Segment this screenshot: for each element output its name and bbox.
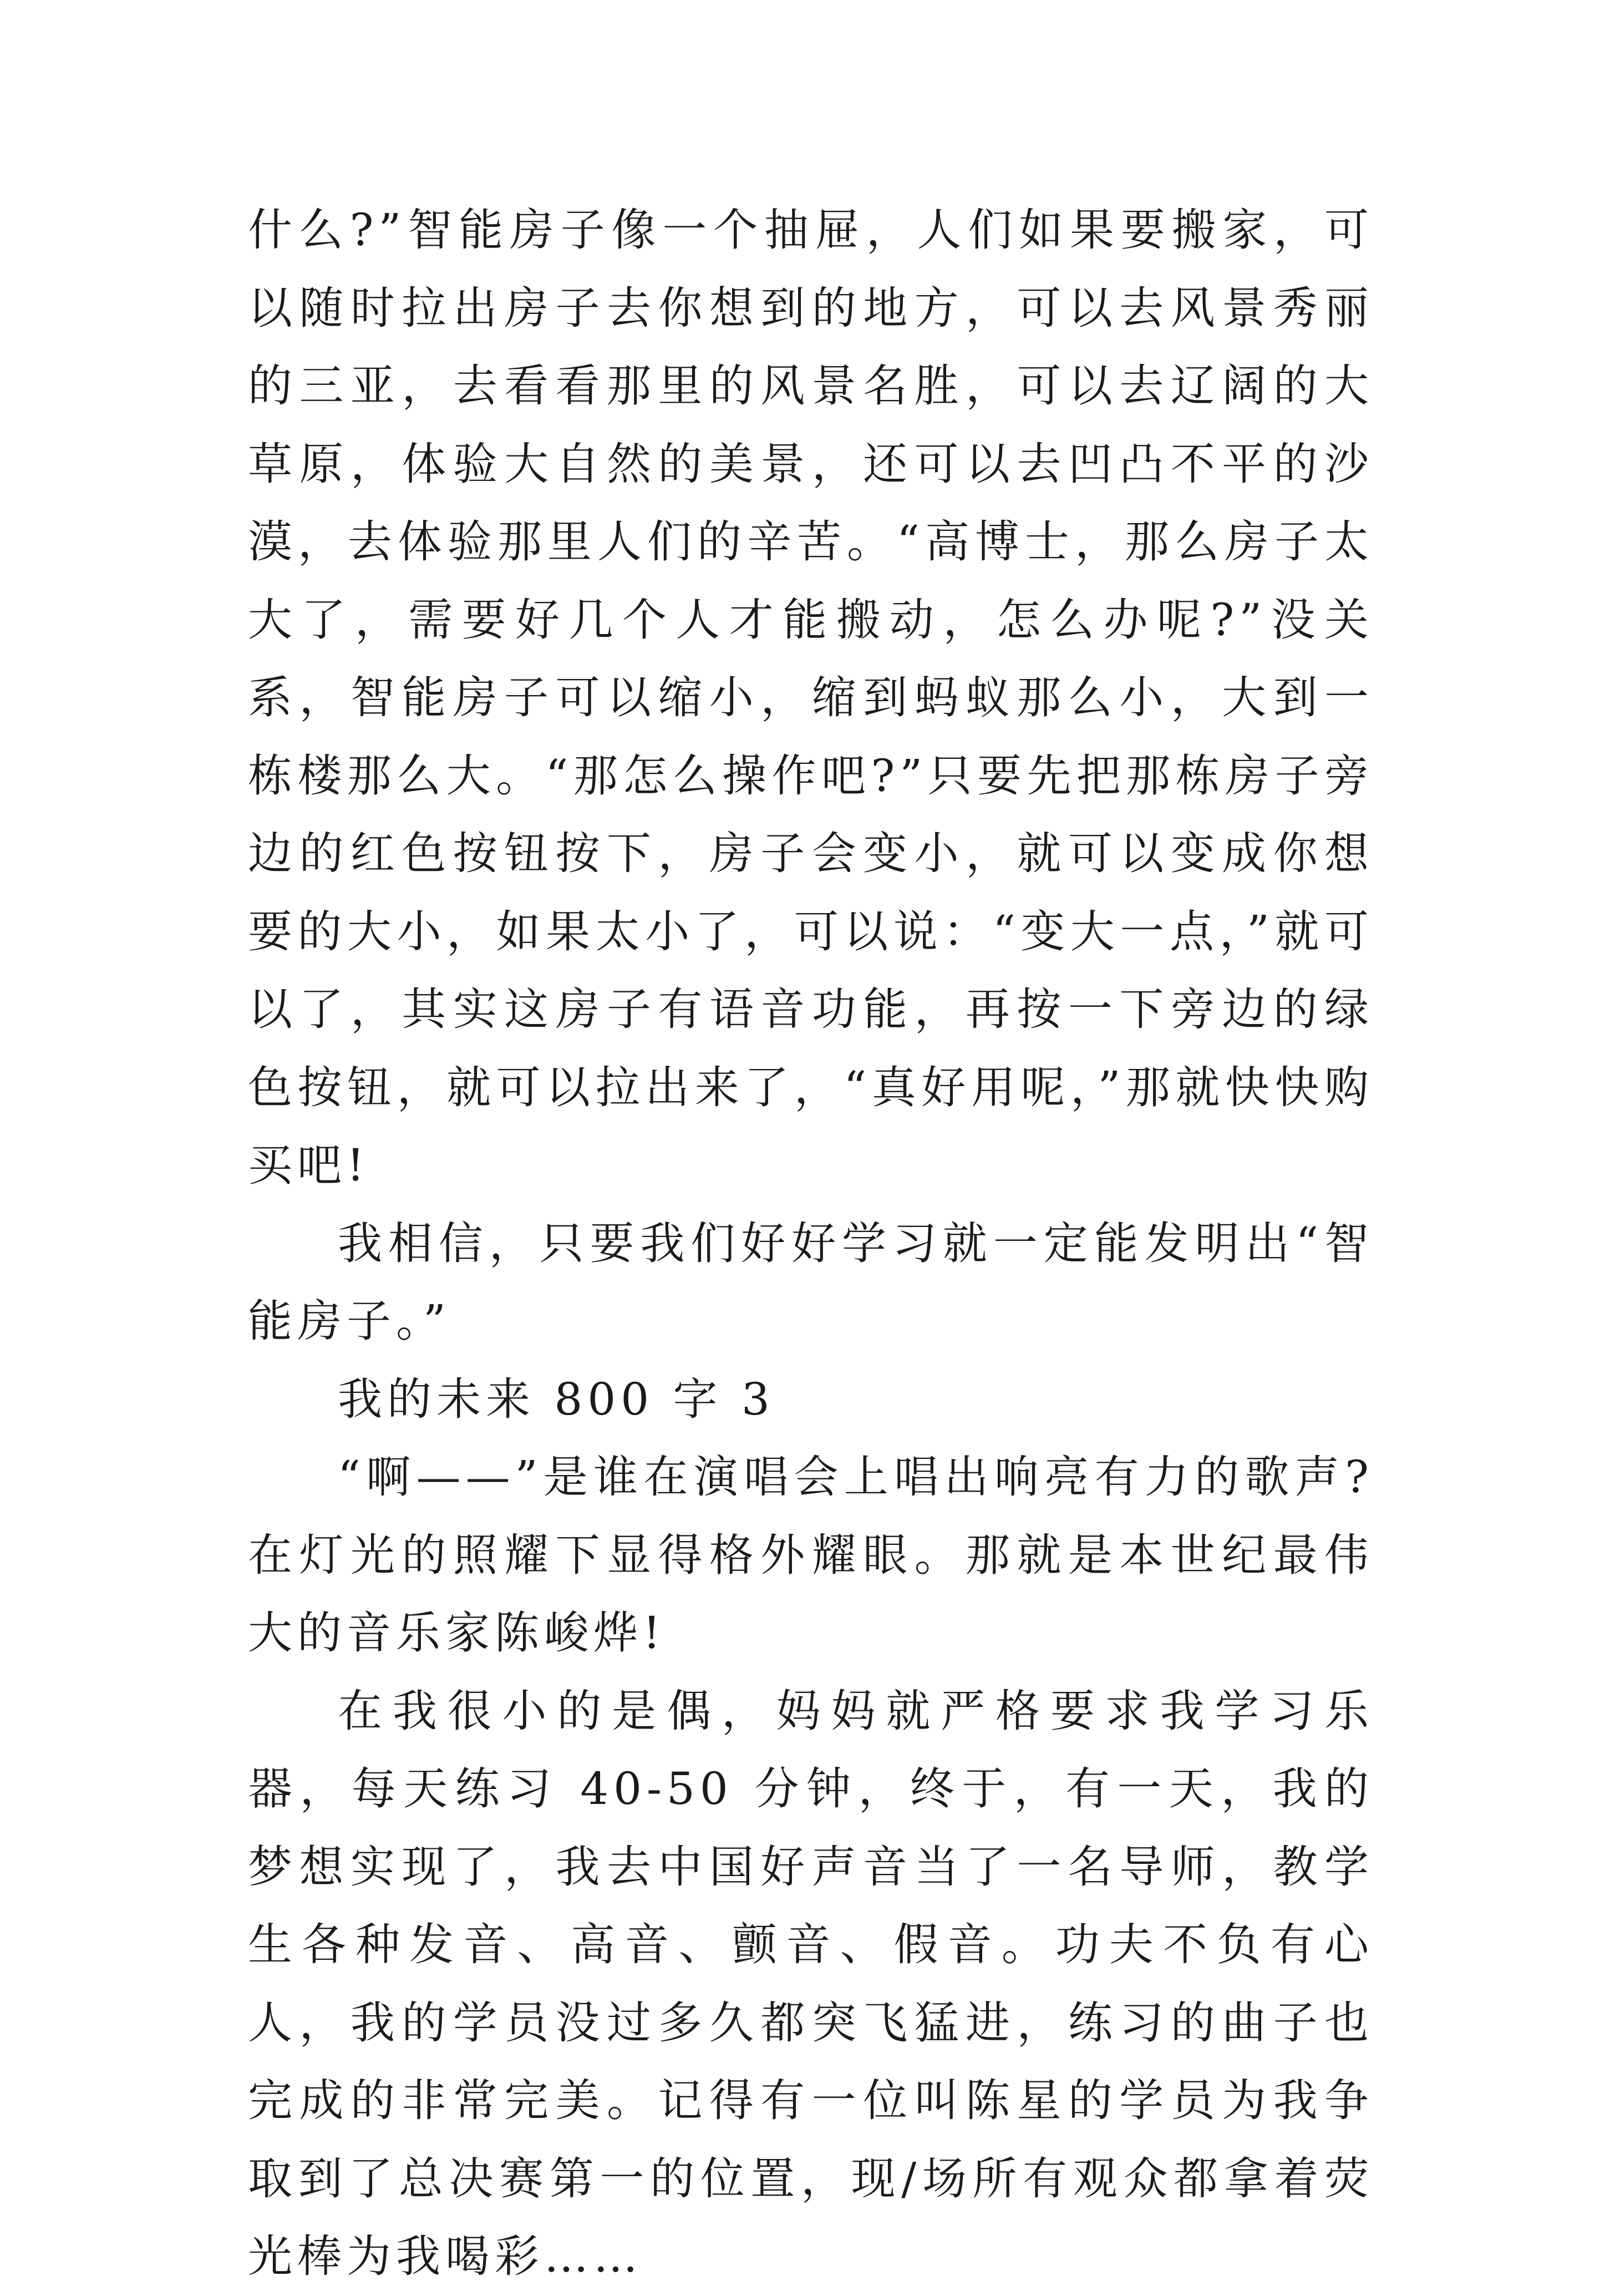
paragraph-music-story: 在我很小的是偶，妈妈就严格要求我学习乐器，每天练习 40-50 分钟，终于，有一天，我的梦想实现了，我去中国好声音当了一名导师，教学生各种发音、高音、颤音、假音。功夫不负有心人，我的学员没过多久都突飞猛进，练习的曲子也完成的非常完美。记得有一位叫陈星的学员为我争取到了总决赛第一的位置，现/场所有观众都拿着荧光棒为我喝彩…… [248, 1685, 1374, 2282]
section-heading: 我的未来 800 字 3 [338, 1373, 775, 1425]
document-body [248, 191, 1374, 2296]
paragraph-concert-intro: “啊——”是谁在演唱会上唱出响亮有力的歌声?在灯光的照耀下显得格外耀眼。那就是本世纪最伟大的音乐家陈峻烨! [248, 1451, 1374, 1659]
paragraph-smart-house-story: 什么?”智能房子像一个抽屉，人们如果要搬家，可以随时拉出房子去你想到的地方，可以去风景秀丽的三亚，去看看那里的风景名胜，可以去辽阔的大草原，体验大自然的美景，还可以去凹凸不平的沙漠，去体验那里人们的辛苦。“高博士，那么房子太大了，需要好几个人才能搬动，怎么办呢?”没关系，智能房子可以缩小，缩到蚂蚁那么小，大到一栋楼那么大。“那怎么操作吧?”只要先把那栋房子旁边的红色按钮按下，房子会变小，就可以变成你想要的大小，如果太小了，可以说：“变大一点，”就可以了，其实这房子有语音功能，再按一下旁边的绿色按钮，就可以拉出来了，“真好用呢，”那就快快购买吧! [248, 204, 1374, 1191]
paragraph-conclusion: 我相信，只要我们好好学习就一定能发明出“智能房子。” [248, 1217, 1374, 1347]
